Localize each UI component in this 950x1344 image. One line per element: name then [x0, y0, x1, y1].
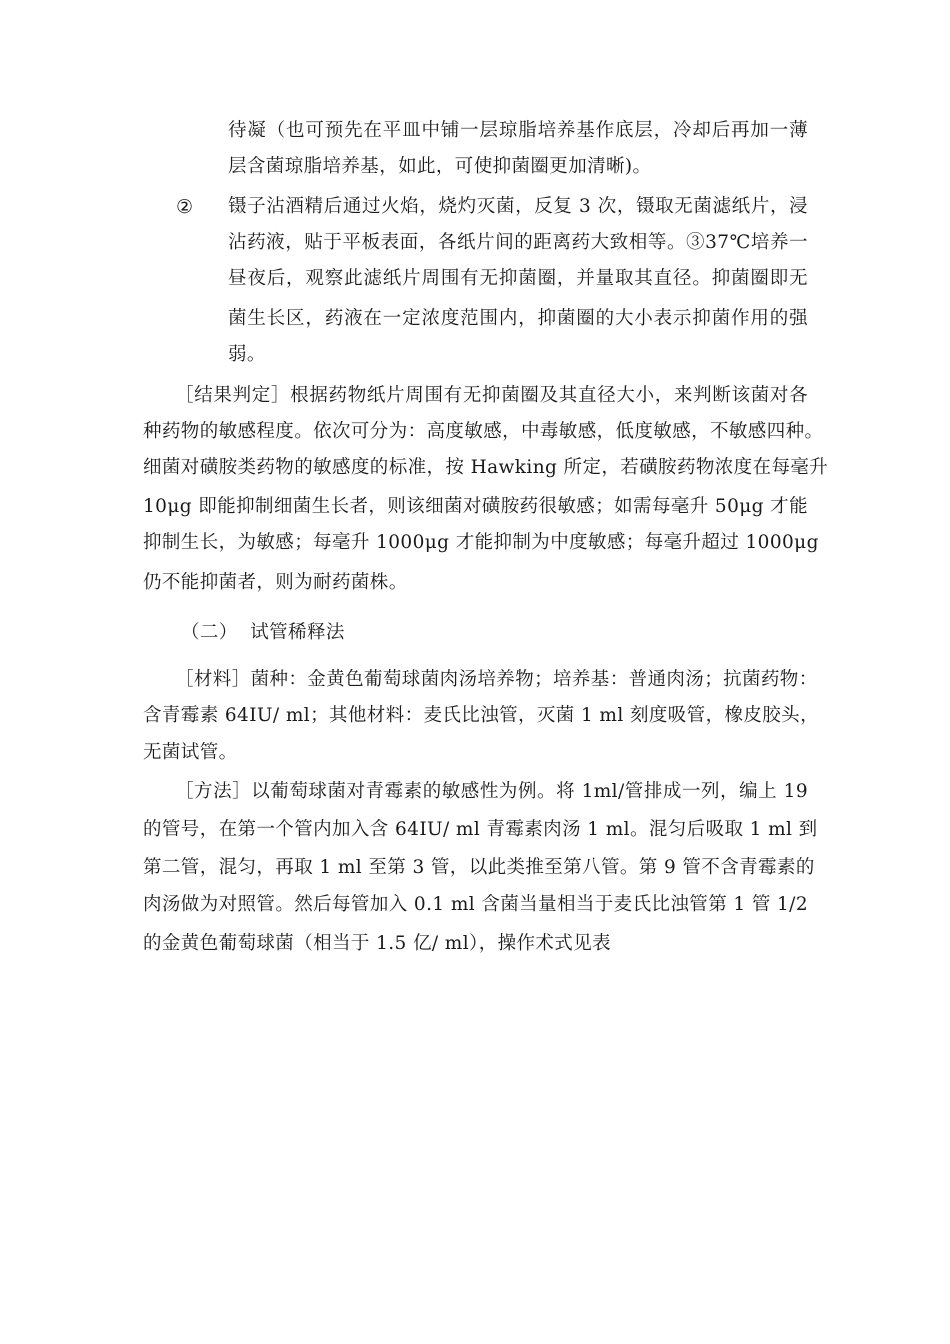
- result-line-2: 种药物的敏感程度。依次可分为：高度敏感，中毒敏感，低度敏感，不敏感四种。: [143, 421, 824, 442]
- step2-line-5: 弱。: [228, 344, 266, 365]
- method-line-3: 第二管，混匀，再取 1 ml 至第 3 管，以此类推至第八管。第 9 管不含青霉素的: [143, 857, 815, 878]
- step2-marker: ②: [176, 196, 194, 218]
- step2-line-3: 昼夜后，观察此滤纸片周围有无抑菌圈，并量取其直径。抑菌圈即无: [228, 268, 808, 289]
- step2-line-1: 镊子沾酒精后通过火焰，烧灼灭菌，反复 3 次，镊取无菌滤纸片，浸: [228, 196, 808, 217]
- step1-line-2: 层含菌琼脂培养基，如此，可使抑菌圈更加清晰)。: [228, 156, 652, 177]
- method-line-2: 的管号，在第一个管内加入含 64IU/ ml 青霉素肉汤 1 ml。混匀后吸取 1 ml 到: [143, 819, 818, 840]
- method-line-5: 的金黄色葡萄球菌（相当于 1.5 亿/ ml），操作术式见表: [143, 933, 612, 954]
- result-line-3: 细菌对磺胺类药物的敏感度的标准，按 Hawking 所定，若磺胺药物浓度在每毫升: [143, 457, 829, 478]
- method-line-1: ［方法］以葡萄球菌对青霉素的敏感性为例。将 1ml/管排成一列，编上 19: [175, 781, 808, 802]
- step2-line-4: 菌生长区，药液在一定浓度范围内，抑菌圈的大小表示抑菌作用的强: [228, 308, 808, 329]
- method-line-4: 肉汤做为对照管。然后每管加入 0.1 ml 含菌当量相当于麦氏比浊管第 1 管 1/2: [143, 894, 808, 915]
- result-line-1: ［结果判定］根据药物纸片周围有无抑菌圈及其直径大小，来判断该菌对各: [175, 385, 808, 406]
- result-line-4: 10μg 即能抑制细菌生长者，则该细菌对磺胺药很敏感；如需每毫升 50μg 才能: [143, 496, 808, 517]
- result-line-5: 抑制生长，为敏感；每毫升 1000μg 才能抑制为中度敏感；每毫升超过 1000μg: [143, 532, 819, 553]
- step2-line-2: 沾药液，贴于平板表面，各纸片间的距离药大致相等。③37℃培养一: [228, 232, 808, 253]
- materials-line-3: 无菌试管。: [143, 742, 238, 763]
- materials-line-1: ［材料］菌种：金黄色葡萄球菌肉汤培养物；培养基：普通肉汤；抗菌药物：: [175, 669, 818, 690]
- step1-line-1: 待凝（也可预先在平皿中铺一层琼脂培养基作底层，冷却后再加一薄: [228, 120, 808, 141]
- section-heading: （二） 试管稀释法: [181, 622, 345, 643]
- materials-line-2: 含青霉素 64IU/ ml；其他材料：麦氏比浊管，灭菌 1 ml 刻度吸管，橡皮胶头，: [143, 705, 819, 726]
- result-line-6: 仍不能抑菌者，则为耐药菌株。: [143, 572, 408, 593]
